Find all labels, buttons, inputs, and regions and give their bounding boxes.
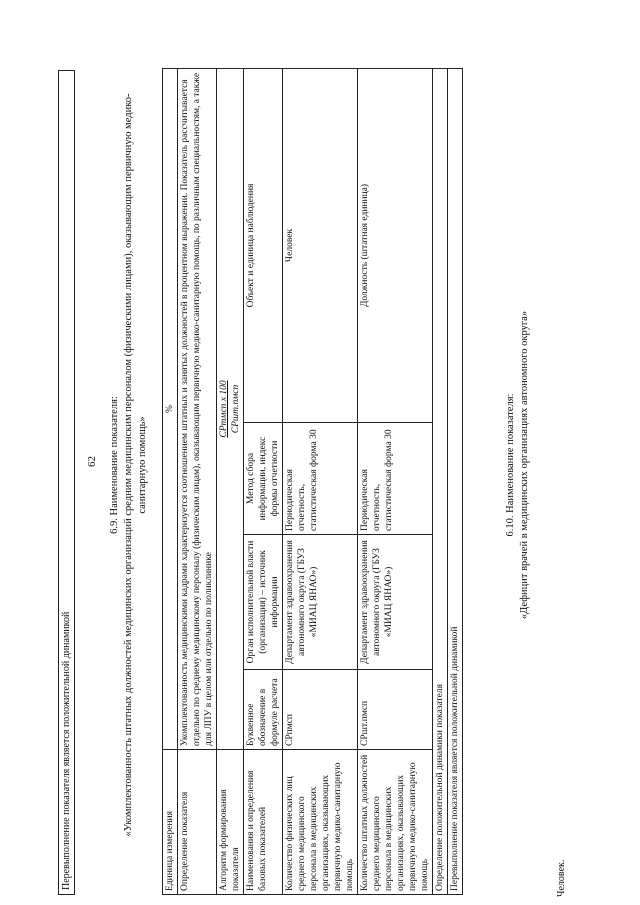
base-method: Периодическая отчетность, статистическая форма 30 <box>283 423 358 535</box>
base-method: Периодическая отчетность, статистическая форма 30 <box>358 423 433 535</box>
col-method-header: Метод сбора информации, индекс формы отчетности <box>244 423 283 535</box>
algorithm-label: Алгоритм формирования показателя <box>217 750 244 895</box>
section-6-9-title: «Укомплектованность штатных должностей медицинских организаций средним медицинским персоналом (физическими лицами), оказывающим первичную медико-санитарную помощь» <box>123 93 148 837</box>
formula-denominator: СРшт.пмсп <box>231 384 241 434</box>
base-label: Наименования и определения базовых показателей <box>244 750 283 895</box>
base-letter: СРпмсп <box>283 670 358 750</box>
dynamics-label-row <box>433 68 448 894</box>
section-6-10-number: 6.10. Наименование показателя: <box>505 393 516 537</box>
unit-row <box>163 68 178 894</box>
dynamics-value-row <box>448 68 463 894</box>
section-6-10-title: «Дефицит врачей в медицинских организациях автономного округа» <box>519 310 530 620</box>
page-number: 62 <box>86 456 98 467</box>
unit-label: Единица измерения <box>163 750 178 895</box>
definition-row <box>178 68 217 894</box>
algorithm-row <box>217 68 244 894</box>
formula-numerator: СРтмсп х 100 <box>219 380 229 438</box>
section-6-9-number: 6.9. Наименование показателя: <box>109 396 120 534</box>
dynamics-value: Перевыполнение показателя является положительной динамикой <box>448 68 463 894</box>
base-header-row <box>244 68 283 894</box>
section-6-10-heading <box>504 85 532 845</box>
base-source: Департамент здравоохранения автономного округа (ГБУЗ «МИАЦ ЯНАО») <box>358 535 433 670</box>
base-object: Человек <box>283 68 358 422</box>
base-object: Должность (штатная единица) <box>358 68 433 422</box>
table-row <box>358 68 433 894</box>
base-name: Количество физических лиц среднего медицинского персонала в медицинских организациях, оказывающих первичную медико-санитарную помощь <box>283 750 358 895</box>
dynamics-label: Определение положительной динамики показателя <box>433 68 448 894</box>
table-row <box>283 68 358 894</box>
previous-indicator-dynamics-note: Перевыполнение показателя является положительной динамикой <box>58 70 75 895</box>
unit-line: Человек. <box>556 859 567 897</box>
unit-value: % <box>163 68 178 749</box>
col-source-header: Орган исполнительной власти (организация) – источник информации <box>244 535 283 670</box>
base-letter: СРшт.пмсп <box>358 670 433 750</box>
col-object-header: Объект и единица наблюдения <box>244 68 283 422</box>
col-letter-header: Буквенное обозначение в формуле расчета <box>244 670 283 750</box>
base-name: Количество штатных должностей среднего медицинского персонала в медицинских организациях, оказывающих первичную медико-санитарную помощь <box>358 750 433 895</box>
definition-text: Укомплектованность медицинскими кадрами характеризуется соотношением штатных и занятых должностей в процентном выражении. Показатель рассчитывается отдельно по среднему медицинскому персоналу (физическим лицам), оказывающим первичную медико-санитарную помощь, по различным специальностям, а также для ЛПУ в целом или отдельно по поликлинике <box>178 68 217 749</box>
definition-label: Определение показателя <box>178 750 217 895</box>
formula <box>217 68 244 749</box>
section-6-9-heading <box>108 85 150 845</box>
indicator-table <box>162 68 463 895</box>
base-source: Департамент здравоохранения автономного округа (ГБУЗ «МИАЦ ЯНАО») <box>283 535 358 670</box>
